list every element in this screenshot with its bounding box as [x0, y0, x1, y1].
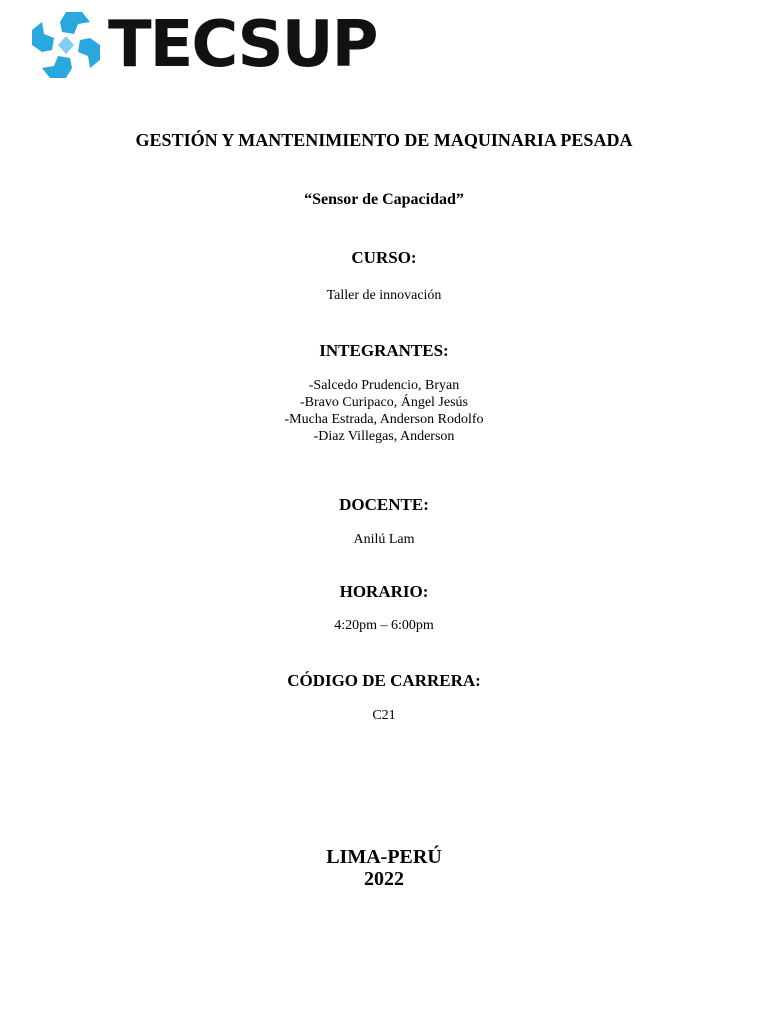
member-item: -Diaz Villegas, Anderson [313, 429, 455, 444]
year: 2022 [364, 868, 404, 890]
teacher-heading: DOCENTE: [339, 495, 429, 514]
members-heading: INTEGRANTES: [319, 341, 449, 360]
member-item: -Mucha Estrada, Anderson Rodolfo [284, 412, 484, 427]
teacher-value: Anilú Lam [353, 532, 415, 547]
tecsup-arrows-icon [30, 10, 102, 80]
members-list [0, 377, 768, 445]
project-title: “Sensor de Capacidad” [304, 191, 464, 208]
location: LIMA-PERÚ [326, 846, 442, 868]
course-value: Taller de innovación [326, 288, 442, 303]
career-code-heading: CÓDIGO DE CARRERA: [287, 671, 481, 690]
tecsup-logo [30, 10, 377, 80]
member-item: -Bravo Curipaco, Ángel Jesús [300, 395, 468, 410]
schedule-value: 4:20pm – 6:00pm [334, 618, 434, 633]
course-heading: CURSO: [351, 248, 417, 267]
schedule-heading: HORARIO: [339, 582, 429, 601]
member-item: -Salcedo Prudencio, Bryan [308, 378, 460, 393]
career-code-value: C21 [372, 708, 396, 723]
brand-wordmark: TECSUP [108, 8, 377, 82]
program-title: GESTIÓN Y MANTENIMIENTO DE MAQUINARIA PESADA [135, 130, 633, 150]
